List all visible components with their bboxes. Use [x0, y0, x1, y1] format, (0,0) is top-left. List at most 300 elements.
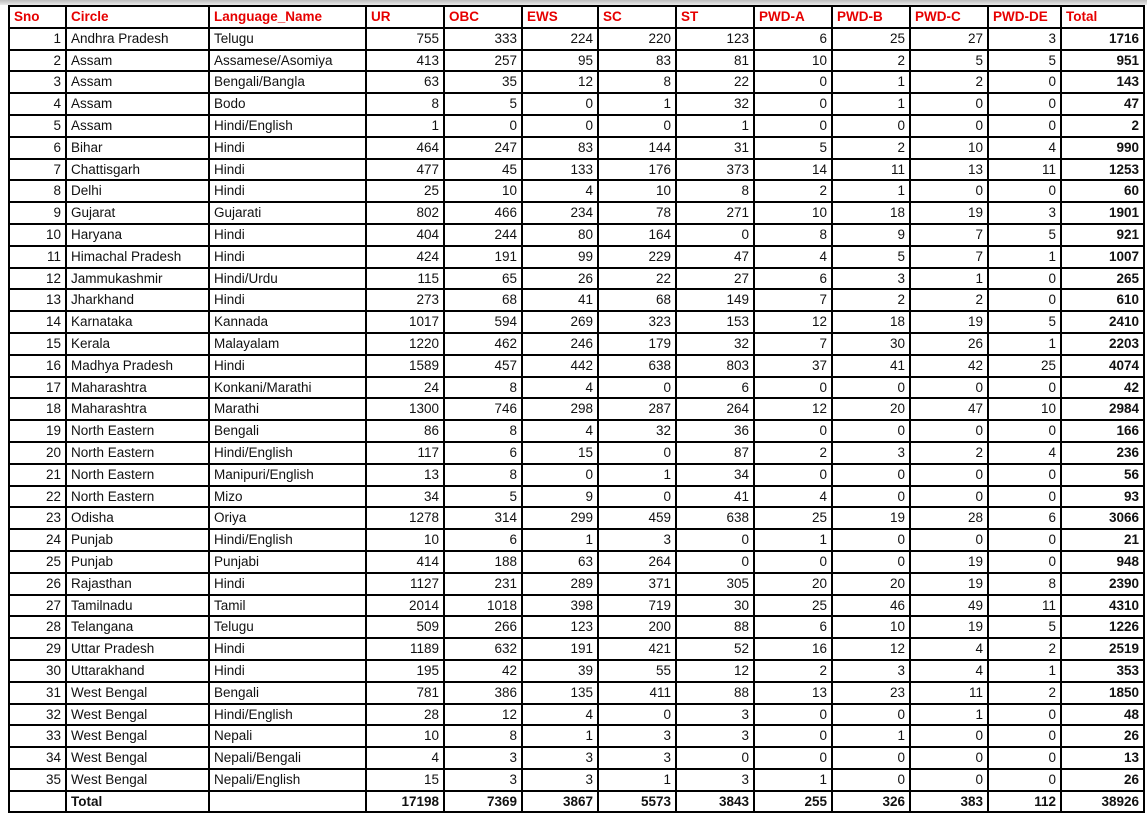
cell-value: 86: [366, 420, 444, 442]
cell-value: 0: [598, 704, 676, 726]
cell-value: 19: [910, 551, 988, 573]
cell-value: 3: [988, 202, 1061, 224]
cell-circle: Delhi: [66, 180, 209, 202]
cell-value: 5: [988, 224, 1061, 246]
cell-value: 398: [522, 595, 598, 617]
cell-value: 47: [676, 246, 754, 268]
cell-value: 41: [522, 289, 598, 311]
cell-total: 265: [1061, 268, 1144, 290]
cell-value: 8: [444, 420, 522, 442]
cell-value: 3: [676, 704, 754, 726]
cell-total: 93: [1061, 486, 1144, 508]
cell-total-value: 3843: [676, 791, 754, 813]
cell-value: 16: [754, 638, 832, 660]
cell-value: 0: [910, 420, 988, 442]
cell-sno: 16: [9, 355, 66, 377]
cell-value: 6: [754, 616, 832, 638]
cell-value: 2: [910, 442, 988, 464]
header-total: Total: [1061, 6, 1144, 28]
table-row: [9, 115, 1144, 137]
cell-value: 3: [444, 769, 522, 791]
cell-total: 1253: [1061, 159, 1144, 181]
cell-value: 632: [444, 638, 522, 660]
cell-value: 424: [366, 246, 444, 268]
cell-value: 12: [754, 398, 832, 420]
cell-value: 0: [988, 486, 1061, 508]
table-row: [9, 464, 1144, 486]
cell-total-value: 3867: [522, 791, 598, 813]
cell-circle: Assam: [66, 71, 209, 93]
header-pwd-de: PWD-DE: [988, 6, 1061, 28]
cell-value: 41: [676, 486, 754, 508]
cell-value: 305: [676, 573, 754, 595]
cell-value: 0: [444, 115, 522, 137]
cell-value: 0: [676, 529, 754, 551]
cell-value: 298: [522, 398, 598, 420]
table-row: [9, 50, 1144, 72]
cell-value: 25: [832, 28, 910, 50]
cell-sno: 18: [9, 398, 66, 420]
cell-value: 4: [988, 442, 1061, 464]
cell-value: 30: [676, 595, 754, 617]
cell-sno: 29: [9, 638, 66, 660]
cell-value: 244: [444, 224, 522, 246]
cell-value: 3: [598, 747, 676, 769]
cell-language: Hindi: [209, 573, 366, 595]
cell-value: 12: [444, 704, 522, 726]
cell-total: 610: [1061, 289, 1144, 311]
cell-value: 323: [598, 311, 676, 333]
table-row: [9, 616, 1144, 638]
cell-value: 36: [676, 420, 754, 442]
cell-value: 135: [522, 682, 598, 704]
cell-value: 0: [832, 420, 910, 442]
cell-total-value: 7369: [444, 791, 522, 813]
cell-value: 19: [832, 507, 910, 529]
cell-total: 48: [1061, 704, 1144, 726]
cell-total: 3066: [1061, 507, 1144, 529]
table-row: [9, 333, 1144, 355]
table-row: [9, 529, 1144, 551]
cell-language: Bengali: [209, 682, 366, 704]
cell-value: 1: [598, 93, 676, 115]
cell-value: 0: [832, 115, 910, 137]
cell-value: 4: [754, 486, 832, 508]
cell-language: Nepali: [209, 725, 366, 747]
cell-value: 20: [832, 398, 910, 420]
total-row: [9, 791, 1144, 813]
cell-value: 509: [366, 616, 444, 638]
cell-value: 19: [910, 573, 988, 595]
table-row: [9, 704, 1144, 726]
cell-value: 803: [676, 355, 754, 377]
cell-value: 24: [366, 377, 444, 399]
header-pwd-c: PWD-C: [910, 6, 988, 28]
table-row: [9, 268, 1144, 290]
cell-value: 28: [366, 704, 444, 726]
cell-value: 0: [754, 93, 832, 115]
cell-total: 26: [1061, 725, 1144, 747]
cell-circle: Telangana: [66, 616, 209, 638]
cell-value: 34: [366, 486, 444, 508]
cell-value: 299: [522, 507, 598, 529]
cell-language: Hindi: [209, 355, 366, 377]
cell-value: 0: [754, 747, 832, 769]
cell-value: 30: [832, 333, 910, 355]
cell-value: 68: [598, 289, 676, 311]
cell-sno: 23: [9, 507, 66, 529]
cell-value: 0: [988, 71, 1061, 93]
cell-value: 4: [522, 704, 598, 726]
cell-language: Bengali/Bangla: [209, 71, 366, 93]
cell-value: 247: [444, 137, 522, 159]
cell-total: 42: [1061, 377, 1144, 399]
cell-value: 0: [598, 442, 676, 464]
table-row: [9, 398, 1144, 420]
table-row: [9, 377, 1144, 399]
cell-value: 719: [598, 595, 676, 617]
cell-value: 8: [444, 725, 522, 747]
cell-value: 6: [754, 28, 832, 50]
cell-language: Marathi: [209, 398, 366, 420]
cell-value: 8: [444, 377, 522, 399]
cell-value: 4: [522, 420, 598, 442]
cell-value: 0: [988, 115, 1061, 137]
cell-sno: 9: [9, 202, 66, 224]
cell-circle: Andhra Pradesh: [66, 28, 209, 50]
cell-value: 3: [832, 660, 910, 682]
cell-circle: Bihar: [66, 137, 209, 159]
cell-total: 1226: [1061, 616, 1144, 638]
cell-value: 0: [988, 769, 1061, 791]
cell-value: 229: [598, 246, 676, 268]
cell-total-value: 383: [910, 791, 988, 813]
cell-value: 81: [676, 50, 754, 72]
cell-value: 25: [754, 507, 832, 529]
cell-sno: 10: [9, 224, 66, 246]
cell-sno: 7: [9, 159, 66, 181]
cell-sno: 14: [9, 311, 66, 333]
cell-total-value: 112: [988, 791, 1061, 813]
cell-value: 144: [598, 137, 676, 159]
cell-sno: 17: [9, 377, 66, 399]
cell-total: 60: [1061, 180, 1144, 202]
cell-total-value: 17198: [366, 791, 444, 813]
cell-circle: Maharashtra: [66, 377, 209, 399]
cell-value: 32: [598, 420, 676, 442]
cell-language: Nepali/English: [209, 769, 366, 791]
cell-value: 11: [832, 159, 910, 181]
cell-value: 0: [988, 747, 1061, 769]
cell-value: 176: [598, 159, 676, 181]
cell-language: Mizo: [209, 486, 366, 508]
cell-total: 13: [1061, 747, 1144, 769]
cell-value: 5: [444, 93, 522, 115]
cell-total: 2519: [1061, 638, 1144, 660]
vacancy-table: [8, 5, 1145, 813]
cell-circle: North Eastern: [66, 442, 209, 464]
cell-value: 46: [832, 595, 910, 617]
cell-sno: 20: [9, 442, 66, 464]
cell-value: 0: [910, 747, 988, 769]
cell-value: 755: [366, 28, 444, 50]
cell-value: 0: [754, 464, 832, 486]
cell-total-value: 255: [754, 791, 832, 813]
cell-value: 153: [676, 311, 754, 333]
cell-value: 179: [598, 333, 676, 355]
cell-language: Malayalam: [209, 333, 366, 355]
cell-value: 462: [444, 333, 522, 355]
cell-value: 3: [522, 769, 598, 791]
cell-sno: 27: [9, 595, 66, 617]
cell-value: 4: [522, 180, 598, 202]
cell-value: 0: [598, 486, 676, 508]
table-row: [9, 769, 1144, 791]
cell-value: 11: [988, 595, 1061, 617]
cell-value: 37: [754, 355, 832, 377]
cell-value: 0: [832, 551, 910, 573]
cell-value: 11: [988, 159, 1061, 181]
cell-value: 3: [676, 725, 754, 747]
cell-sno: 1: [9, 28, 66, 50]
cell-value: 2: [988, 638, 1061, 660]
cell-language: Kannada: [209, 311, 366, 333]
cell-value: 0: [910, 180, 988, 202]
cell-value: 1278: [366, 507, 444, 529]
cell-value: 9: [522, 486, 598, 508]
cell-value: 7: [754, 333, 832, 355]
cell-value: 34: [676, 464, 754, 486]
cell-value: 6: [754, 268, 832, 290]
cell-value: 1189: [366, 638, 444, 660]
cell-value: 0: [910, 486, 988, 508]
cell-value: 10: [832, 616, 910, 638]
cell-sno: 35: [9, 769, 66, 791]
header-ur: UR: [366, 6, 444, 28]
cell-value: 10: [988, 398, 1061, 420]
cell-value: 3: [598, 725, 676, 747]
cell-value: 133: [522, 159, 598, 181]
cell-value: 1: [988, 246, 1061, 268]
cell-sno: 26: [9, 573, 66, 595]
cell-value: 5: [988, 50, 1061, 72]
cell-value: 7: [910, 246, 988, 268]
cell-circle: Odisha: [66, 507, 209, 529]
cell-value: 1: [910, 268, 988, 290]
cell-circle: Madhya Pradesh: [66, 355, 209, 377]
cell-value: 3: [988, 28, 1061, 50]
cell-value: 386: [444, 682, 522, 704]
cell-circle: Jharkhand: [66, 289, 209, 311]
cell-value: 5: [754, 137, 832, 159]
cell-value: 414: [366, 551, 444, 573]
cell-value: 0: [754, 420, 832, 442]
cell-value: 0: [910, 377, 988, 399]
cell-value: 10: [754, 202, 832, 224]
cell-language: Hindi: [209, 137, 366, 159]
cell-value: 10: [444, 180, 522, 202]
table-row: [9, 660, 1144, 682]
cell-value: 13: [366, 464, 444, 486]
cell-value: 31: [676, 137, 754, 159]
cell-language: Assamese/Asomiya: [209, 50, 366, 72]
cell-circle: Chattisgarh: [66, 159, 209, 181]
cell-value: 52: [676, 638, 754, 660]
cell-value: 19: [910, 616, 988, 638]
cell-value: 0: [910, 725, 988, 747]
cell-value: 413: [366, 50, 444, 72]
cell-language: Punjabi: [209, 551, 366, 573]
cell-language: Hindi: [209, 246, 366, 268]
cell-value: 4: [522, 377, 598, 399]
cell-value: 1: [832, 71, 910, 93]
cell-value: 65: [444, 268, 522, 290]
cell-sno: 34: [9, 747, 66, 769]
cell-value: 1: [366, 115, 444, 137]
cell-value: 442: [522, 355, 598, 377]
cell-value: 459: [598, 507, 676, 529]
cell-value: 99: [522, 246, 598, 268]
cell-language: Hindi: [209, 180, 366, 202]
cell-value: 594: [444, 311, 522, 333]
cell-value: 191: [444, 246, 522, 268]
cell-value: 2: [754, 660, 832, 682]
table-row: [9, 551, 1144, 573]
cell-value: 246: [522, 333, 598, 355]
cell-value: 6: [444, 529, 522, 551]
cell-sno: 28: [9, 616, 66, 638]
cell-value: 457: [444, 355, 522, 377]
cell-value: 0: [910, 464, 988, 486]
cell-total: 236: [1061, 442, 1144, 464]
cell-value: 22: [598, 268, 676, 290]
cell-language: Hindi: [209, 224, 366, 246]
cell-value: 68: [444, 289, 522, 311]
cell-value: 7: [754, 289, 832, 311]
cell-total: 4074: [1061, 355, 1144, 377]
cell-language: Bengali: [209, 420, 366, 442]
cell-value: 802: [366, 202, 444, 224]
cell-value: 26: [522, 268, 598, 290]
cell-value: 1018: [444, 595, 522, 617]
cell-language: Hindi/Urdu: [209, 268, 366, 290]
cell-value: 88: [676, 616, 754, 638]
table-row: [9, 420, 1144, 442]
cell-value: 234: [522, 202, 598, 224]
header-row: [9, 6, 1144, 28]
cell-circle: Punjab: [66, 529, 209, 551]
table-row: [9, 246, 1144, 268]
cell-value: 49: [910, 595, 988, 617]
cell-circle: Tamilnadu: [66, 595, 209, 617]
cell-value: 466: [444, 202, 522, 224]
cell-value: 123: [676, 28, 754, 50]
cell-value: 333: [444, 28, 522, 50]
cell-language: Hindi/English: [209, 442, 366, 464]
cell-total: 948: [1061, 551, 1144, 573]
cell-language: Tamil: [209, 595, 366, 617]
table-row: [9, 747, 1144, 769]
cell-language: Bodo: [209, 93, 366, 115]
cell-total: 2: [1061, 115, 1144, 137]
cell-value: 12: [676, 660, 754, 682]
table-row: [9, 682, 1144, 704]
cell-value: 8: [598, 71, 676, 93]
table-row: [9, 224, 1144, 246]
cell-value: 2: [832, 50, 910, 72]
cell-value: 13: [754, 682, 832, 704]
cell-value: 63: [522, 551, 598, 573]
cell-value: 8: [988, 573, 1061, 595]
cell-language: Hindi: [209, 289, 366, 311]
cell-value: 1127: [366, 573, 444, 595]
cell-value: 1: [832, 725, 910, 747]
cell-sno: 33: [9, 725, 66, 747]
cell-value: 83: [522, 137, 598, 159]
cell-total: 56: [1061, 464, 1144, 486]
cell-value: 20: [832, 573, 910, 595]
cell-value: 191: [522, 638, 598, 660]
cell-value: 19: [910, 311, 988, 333]
cell-value: 0: [988, 289, 1061, 311]
cell-value: 0: [832, 769, 910, 791]
cell-language: Konkani/Marathi: [209, 377, 366, 399]
cell-value: 0: [988, 93, 1061, 115]
cell-value: 0: [832, 747, 910, 769]
table-row: [9, 725, 1144, 747]
cell-value: 0: [832, 704, 910, 726]
cell-value: 2: [910, 289, 988, 311]
cell-total-value: 326: [832, 791, 910, 813]
cell-value: 63: [366, 71, 444, 93]
cell-value: 0: [598, 377, 676, 399]
cell-value: 1: [832, 180, 910, 202]
cell-value: 273: [366, 289, 444, 311]
cell-circle: Karnataka: [66, 311, 209, 333]
cell-circle: West Bengal: [66, 704, 209, 726]
cell-value: 7: [910, 224, 988, 246]
cell-value: 5: [832, 246, 910, 268]
cell-value: 8: [676, 180, 754, 202]
cell-circle: North Eastern: [66, 420, 209, 442]
cell-value: 1: [988, 660, 1061, 682]
cell-total: 921: [1061, 224, 1144, 246]
cell-language: Hindi/English: [209, 704, 366, 726]
cell-circle: West Bengal: [66, 769, 209, 791]
cell-total: 4310: [1061, 595, 1144, 617]
cell-value: 1: [598, 769, 676, 791]
cell-circle: West Bengal: [66, 725, 209, 747]
cell-sno: 8: [9, 180, 66, 202]
cell-sno: 21: [9, 464, 66, 486]
cell-value: 22: [676, 71, 754, 93]
cell-total-value: 5573: [598, 791, 676, 813]
table-header: [9, 6, 1144, 28]
cell-value: 1: [754, 769, 832, 791]
cell-value: 1: [522, 725, 598, 747]
cell-language: Hindi: [209, 159, 366, 181]
cell-value: 6: [988, 507, 1061, 529]
cell-value: 0: [676, 224, 754, 246]
cell-value: 12: [832, 638, 910, 660]
cell-value: 0: [988, 704, 1061, 726]
table-row: [9, 573, 1144, 595]
cell-value: 2: [754, 180, 832, 202]
cell-language: Oriya: [209, 507, 366, 529]
cell-language: Telugu: [209, 616, 366, 638]
cell-value: 8: [366, 93, 444, 115]
cell-value: 47: [910, 398, 988, 420]
